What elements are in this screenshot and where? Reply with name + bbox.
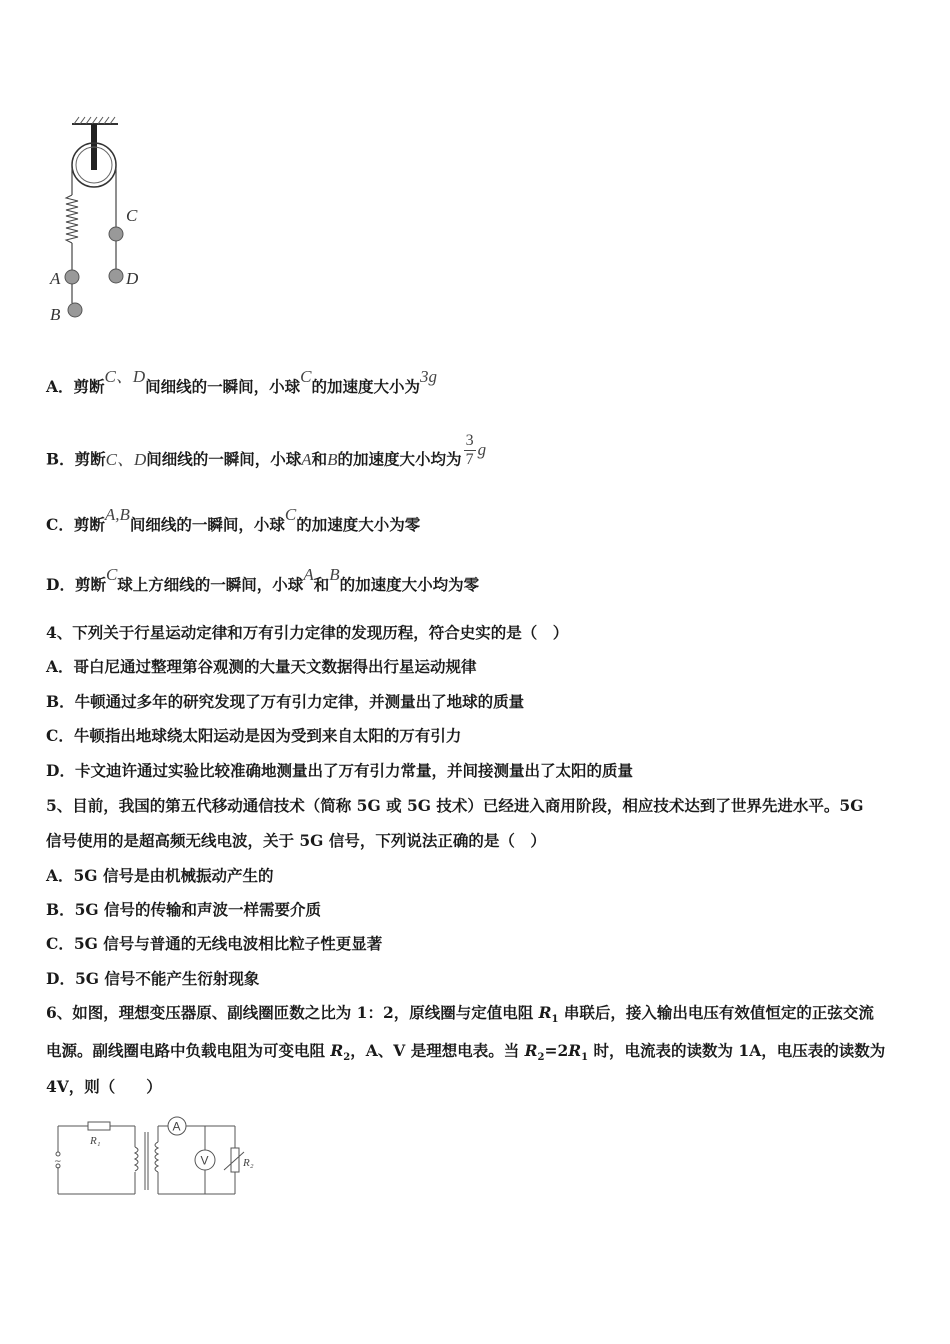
q5-stem-line1: 5、目前，我国的第五代移动通信技术（简称 5G 或 5G 技术）已经进入商用阶段，相应技术达到了世界先进水平。5G [46,796,864,815]
ball-c [109,227,123,241]
option-b-and: 和 [311,449,328,469]
transformer-circuit-figure [50,1112,270,1202]
option-d-suffix: 的加速度大小均为零 [339,575,480,594]
option-c-prev [46,505,421,535]
option-d-prefix: D．剪断 [46,575,106,594]
q5-option-c: C．5G 信号与普通的无线电波相比粒子性更显著 [46,934,383,953]
var-cd: C、D [104,367,146,386]
q4-option-d: D．卡文迪许通过实验比较准确地测量出了万有引力常量，并间接测量出了太阳的质量 [46,761,633,780]
var-a: A [301,449,312,469]
var-c: C [284,505,297,524]
var-ab: A,B [104,505,130,524]
option-a-mid: 间细线的一瞬间，小球 [145,377,301,396]
option-b-prev [46,432,487,479]
option-b-suffix: 的加速度大小均为 [337,449,462,469]
option-a-prev [46,367,438,397]
eq-r1-subscript: 1 [581,1052,589,1064]
ball-a [65,270,79,284]
q6-stem-line2 [46,1039,885,1063]
q4-option-c: C．牛顿指出地球绕太阳运动是因为受到来自太阳的万有引力 [46,726,462,745]
eq-r2-symbol: R [524,1041,538,1060]
voltmeter-label: V [200,1153,209,1168]
q4-option-a: A．哥白尼通过整理第谷观测的大量天文数据得出行星运动规律 [46,657,477,676]
label-c: C [126,206,138,225]
q4-stem: 4、下列关于行星运动定律和万有引力定律的发现历程，符合史实的是（ ） [46,623,569,642]
pulley-spring-figure [44,110,154,330]
option-c-mid: 间细线的一瞬间，小球 [129,515,285,534]
q5-option-b: B．5G 信号的传输和声波一样需要介质 [46,900,322,919]
q5-stem-line2: 信号使用的是超高频无线电波，关于 5G 信号，下列说法正确的是（ ） [46,831,546,850]
q5-option-d: D．5G 信号不能产生衍射现象 [46,969,260,988]
var-c: C [105,565,118,584]
q6-text-1b: 串联后，接入输出电压有效值恒定的正弦交流 [558,1003,874,1022]
q6-text-2a: 电源。副线圈电路中负载电阻为可变电阻 [46,1041,331,1060]
option-d-prev [46,565,480,595]
q6-text-2c: 时，电流表的读数为 1A，电压表的读数为 [588,1041,886,1060]
r1-symbol: R [538,1003,552,1022]
ac-source-symbol: ~ [54,1157,62,1167]
var-c: C [300,367,312,386]
eq-equals-2: =2 [544,1041,569,1060]
option-b-prefix: B．剪断 [46,449,106,469]
r1-subscript: 1 [551,1014,559,1026]
r1-label: R₁ [90,1135,101,1147]
label-b: B [50,305,61,324]
secondary-coil [155,1142,158,1172]
var-cd: C、D [105,449,147,469]
option-d-mid: 球上方细线的一瞬间，小球 [117,575,304,594]
q6-stem-line3: 4V，则（ ） [46,1077,162,1096]
fraction-numerator: 3 [465,432,474,449]
fraction-denominator: 7 [465,451,474,468]
var-b: B [327,449,338,469]
primary-coil [135,1147,138,1171]
option-b-mid: 间细线的一瞬间，小球 [146,449,302,469]
value-3g: 3g [420,367,438,386]
resistor-r1 [88,1122,110,1130]
option-c-suffix: 的加速度大小为零 [296,515,421,534]
q5-option-a: A．5G 信号是由机械振动产生的 [46,866,274,885]
r2-symbol: R [330,1041,344,1060]
ball-b [68,303,82,317]
q6-text-2b: ，A、V 是理想电表。当 [350,1041,525,1060]
q6-stem-line1 [46,1001,874,1025]
q4-option-b: B．牛顿通过多年的研究发现了万有引力定律，并测量出了地球的质量 [46,692,525,711]
option-a-prefix: A．剪断 [46,377,105,396]
ball-d [109,269,123,283]
label-a: A [50,269,61,288]
option-a-suffix: 的加速度大小为 [311,377,421,396]
rheostat-arrow-icon [224,1152,244,1170]
var-a: A [303,565,314,584]
eq-r2-subscript: 2 [537,1052,545,1064]
label-d: D [126,269,139,288]
var-b: B [329,565,340,584]
r2-subscript: 2 [343,1052,351,1064]
eq-r1-symbol: R [568,1041,582,1060]
fraction-3-7 [464,432,476,469]
option-d-and: 和 [313,575,330,594]
option-c-prefix: C．剪断 [46,515,105,534]
var-g: g [477,439,487,459]
source-terminal-top [56,1152,60,1156]
r2-label: R₂ [243,1157,254,1169]
q6-text-1a: 6、如图，理想变压器原、副线圈匝数之比为 1：2，原线圈与定值电阻 [46,1003,539,1022]
ammeter-label: A [172,1119,181,1134]
